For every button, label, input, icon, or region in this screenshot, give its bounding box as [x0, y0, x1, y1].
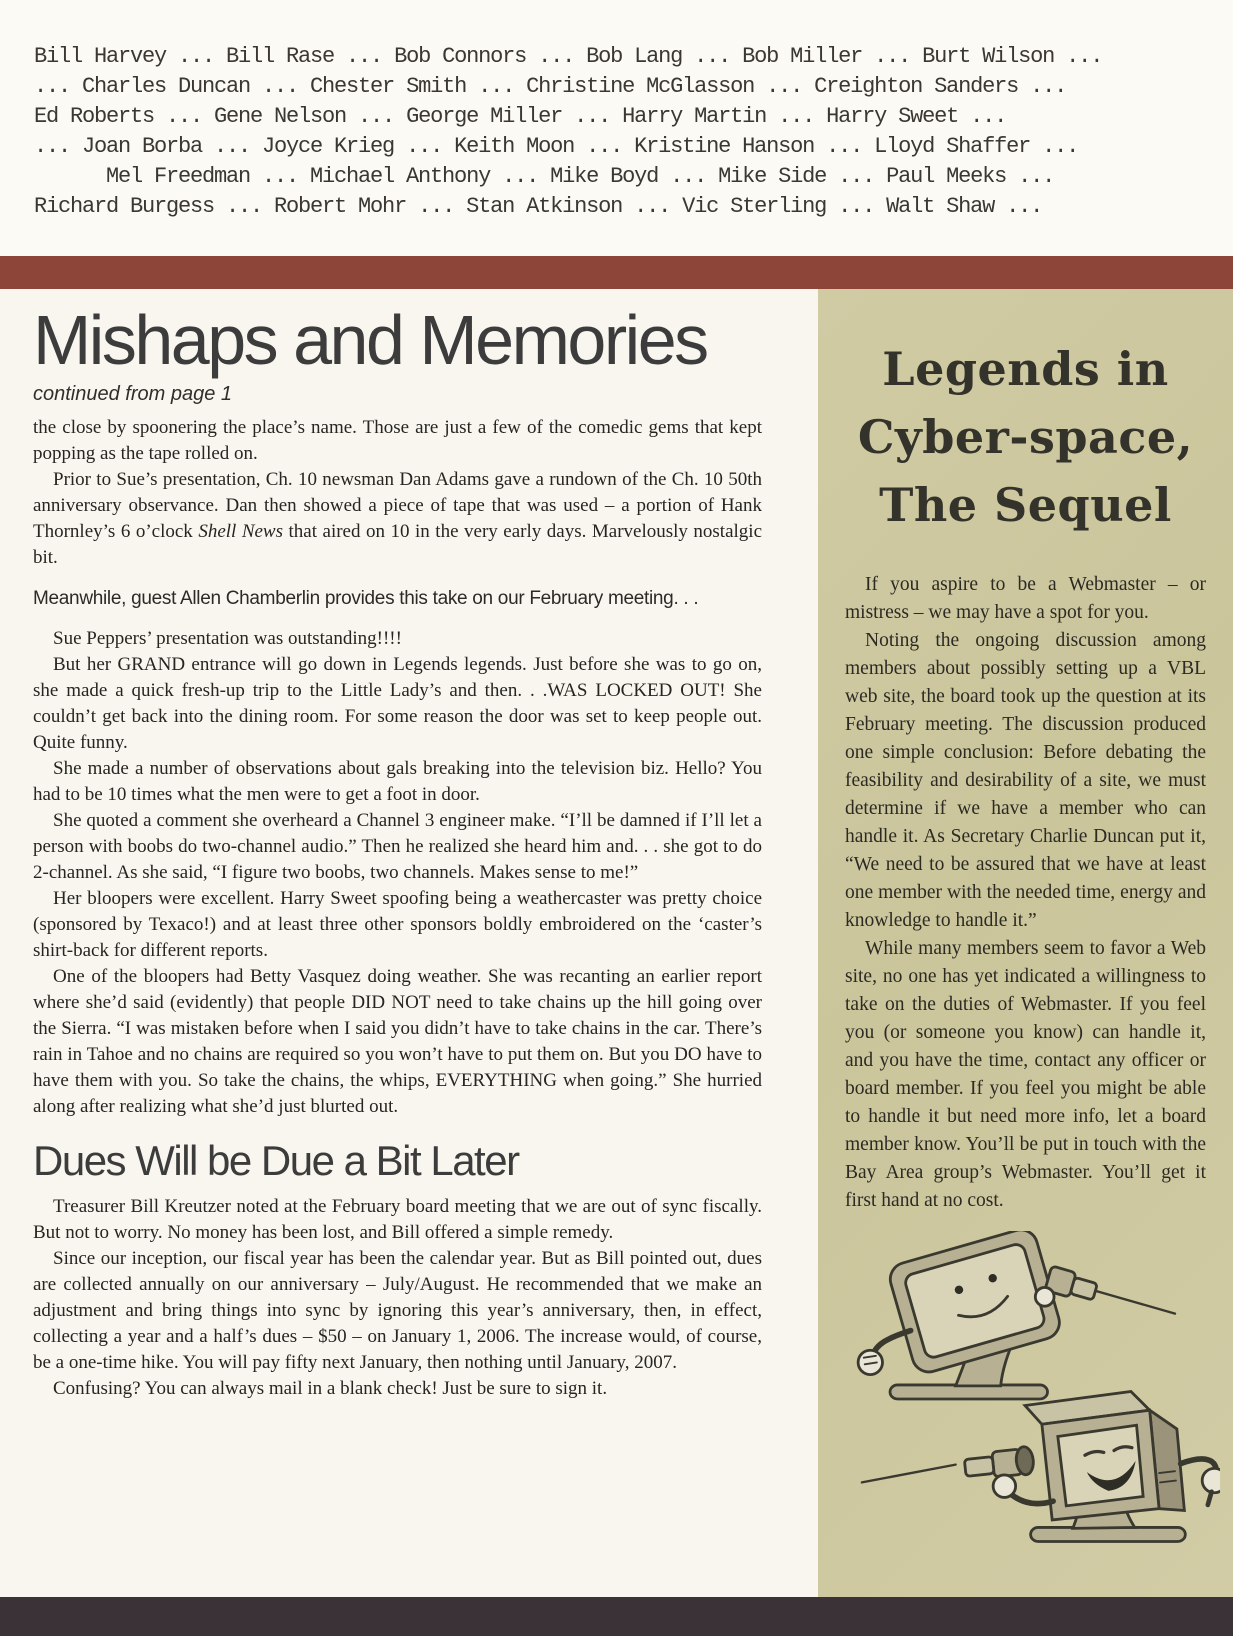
paragraph-text: that aired on 10 in the very early days. Marvelously nostalgic bit. — [33, 521, 763, 568]
name-line: Richard Burgess ... Robert Mohr ... Stan Atkinson ... Vic Sterling ... Walt Shaw ... — [34, 194, 1043, 219]
title-line: Legends in — [882, 342, 1169, 396]
meanwhile-note: Meanwhile, guest Allen Chamberlin provides this take on our February meeting. . . — [33, 588, 699, 609]
sidebar-column — [818, 289, 1233, 1597]
name-line: ... Joan Borba ... Joyce Krieg ... Keith Moon ... Kristine Hanson ... Lloyd Shaffer ... — [34, 134, 1079, 159]
body-paragraph: If you aspire to be a Webmaster – or mistress – we may have a spot for you. — [845, 574, 1206, 623]
body-paragraph: She made a number of observations about gals breaking into the television biz. Hello? You had to be 10 times what the men were to get a foot in door. — [33, 758, 762, 805]
name-line: ... Charles Duncan ... Chester Smith ... Christine McGlasson ... Creighton Sanders ... — [34, 74, 1067, 99]
body-paragraph: But her GRAND entrance will go down in Legends legends. Just before she was to go on, she made a quick fresh-up trip to the Little Lady’s and then. . .WAS LOCKED OUT! She couldn’t get back into the dining room. For some reason the door was set to keep people out. Quite funny. — [33, 654, 762, 753]
show-name-italic: Shell News — [198, 521, 284, 542]
cartoon-computers-svg — [845, 1231, 1220, 1566]
footer-bar — [0, 1597, 1233, 1636]
content-area — [0, 289, 1233, 1597]
body-paragraph: Confusing? You can always mail in a blank check! Just be sure to sign it. — [53, 1378, 608, 1399]
body-paragraph: Treasurer Bill Kreutzer noted at the February board meeting that we are out of sync fiscally. But not to worry. No money has been lost, and Bill offered a simple remedy. — [33, 1196, 762, 1243]
name-line: Bill Harvey ... Bill Rase ... Bob Connors ... Bob Lang ... Bob Miller ... Burt Wilson ... — [34, 44, 1103, 69]
body-paragraph: Since our inception, our fiscal year has been the calendar year. But as Bill pointed out, dues are collected annually on our anniversary – July/August. He recommended that we make an adjustment and bring things into sync by ignoring this year’s anniversary, then, in effect, collecting a year and a half’s dues – $50 – on January 1, 2006. The increase would, of course, be a one-time hike. You will pay fifty next January, then nothing until January, 2007. — [33, 1248, 762, 1373]
body-paragraph: One of the bloopers had Betty Vasquez doing weather. She was recanting an earlier report where she’d said (evidently) that people DID NOT need to take chains up the hill going over the Sierra. “I was mistaken before when I said you didn’t have to take chains in the car. There’s rain in Tahoe and no chains are required so you won’t have to put them on. But you DO have to have them with you. So take the chains, the whips, EVERYTHING when going.” She hurried along after realizing what she’d just blurted out. — [33, 966, 762, 1117]
mishaps-article — [33, 301, 762, 1120]
name-line: Ed Roberts ... Gene Nelson ... George Miller ... Harry Martin ... Harry Sweet ... — [34, 104, 1007, 129]
title-line: The Sequel — [879, 478, 1172, 532]
body-paragraph: Sue Peppers’ presentation was outstanding!!!! — [53, 628, 402, 649]
dues-title: Dues Will be Due a Bit Later — [33, 1137, 519, 1184]
body-paragraph: While many members seem to favor a Web site, no one has yet indicated a willingness to take on the duties of Webmaster. If you feel you (or someone you know) can handle it, and you have the time, contact any officer or board member. If you feel you might be able to handle it but need more info, let a board member know. You’ll be put in touch with the Bay Area group’s Webmaster. You’ll get it first hand at no cost. — [845, 938, 1206, 1211]
continued-note: continued from page 1 — [33, 383, 233, 405]
name-line: Mel Freedman ... Michael Anthony ... Mike Boyd ... Mike Side ... Paul Meeks ... — [106, 164, 1055, 189]
main-column — [0, 289, 818, 1597]
cartoon-computers-illustration — [845, 1231, 1206, 1571]
dues-article — [33, 1136, 762, 1402]
cyberspace-title — [845, 335, 1206, 539]
masthead-names — [0, 0, 1233, 256]
body-paragraph: the close by spoonering the place’s name. Those are just a few of the comedic gems that kept popping as the tape rolled on. — [33, 417, 762, 464]
title-line: Cyber-space, — [857, 410, 1194, 464]
body-paragraph — [33, 467, 762, 571]
body-paragraph: She quoted a comment she overheard a Channel 3 engineer make. “I’ll be damned if I’ll let a person with boobs do two-channel audio.” Then he realized she heard him and. . . she got to do 2-channel. As she said, “I figure two boobs, two channels. Makes sense to me!” — [33, 810, 762, 883]
body-paragraph: Noting the ongoing discussion among members about possibly setting up a VBL web site, the board took up the question at its February meeting. The discussion produced one simple conclusion: Before debating the feasibility and desirability of a site, we must determine if we have a member who can handle it. As Secretary Charlie Duncan put it, “We need to be assured that we have at least one member with the needed time, energy and knowledge to handle it.” — [845, 630, 1206, 931]
article-title: Mishaps and Memories — [33, 301, 707, 379]
paragraph-text: Prior to Sue’s presentation, Ch. 10 newsman Dan Adams gave a rundown of the Ch. 10 50th anniversary observance. Dan then showed a piece of tape that was used – a portion of Hank Thornley’s 6 o’clock — [33, 469, 762, 542]
divider-bar — [0, 256, 1233, 289]
body-paragraph: Her bloopers were excellent. Harry Sweet spoofing being a weathercaster was pretty choice (sponsored by Texaco!) and at least three other sponsors boldly embroidered on the ‘caster’s shirt-back for different reports. — [33, 888, 762, 961]
